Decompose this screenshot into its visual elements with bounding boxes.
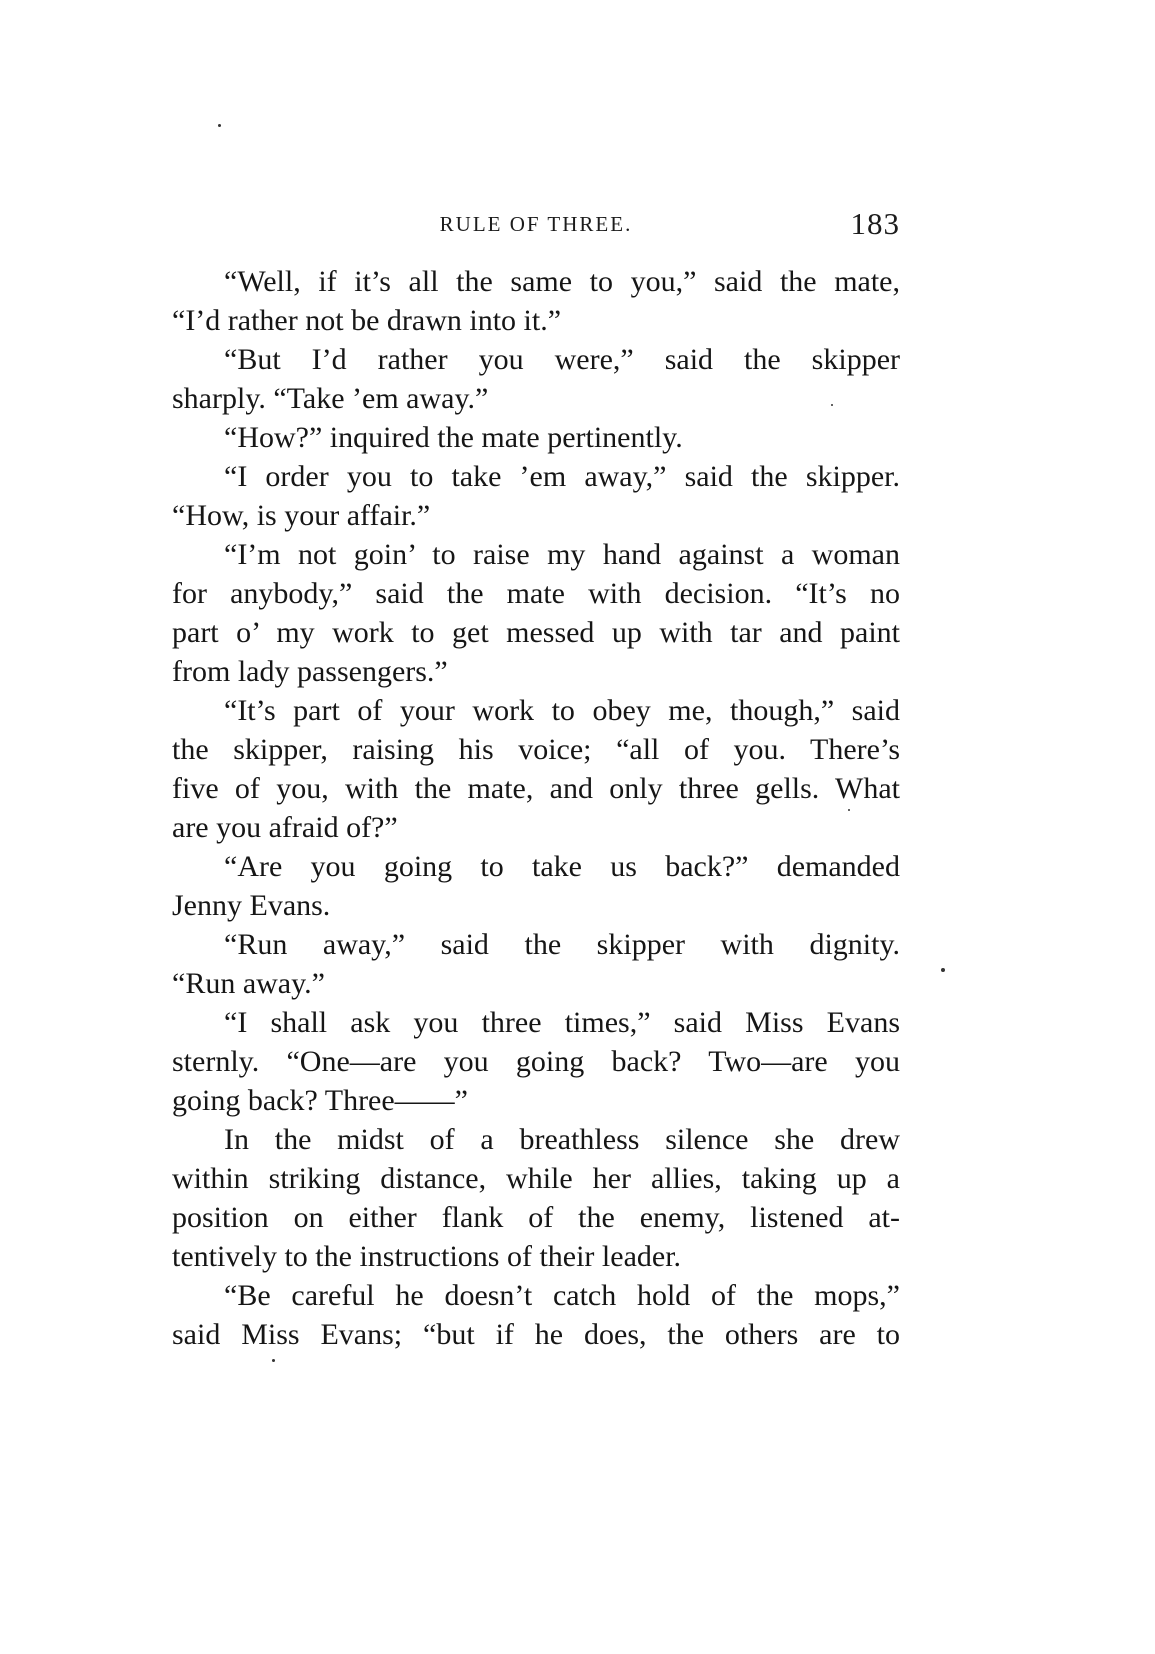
page-number: 183 xyxy=(850,206,900,241)
text-line: “Run away.” xyxy=(172,967,325,1000)
text-line: the skipper, raising his voice; “all of you. There’s xyxy=(172,733,900,766)
paper-speck xyxy=(848,809,850,811)
text-line: “How, is your affair.” xyxy=(172,499,431,532)
text-line: “Run away,” said the skipper with dignity. xyxy=(224,928,900,961)
text-line: from lady passengers.” xyxy=(172,655,448,688)
text-line: for anybody,” said the mate with decision. “It’s no xyxy=(172,577,900,610)
text-line: Jenny Evans. xyxy=(172,889,331,922)
text-line: five of you, with the mate, and only three gells. What xyxy=(172,772,900,805)
text-line: “I order you to take ’em away,” said the skipper. xyxy=(224,460,900,493)
text-line: sternly. “One—are you going back? Two—are you xyxy=(172,1045,900,1078)
text-line: “It’s part of your work to obey me, though,” said xyxy=(224,694,900,727)
paper-speck xyxy=(831,404,833,406)
text-line: “But I’d rather you were,” said the skipper xyxy=(224,343,900,376)
text-line: “Be careful he doesn’t catch hold of the mops,” xyxy=(224,1279,900,1312)
text-line: tentively to the instructions of their leader. xyxy=(172,1240,682,1273)
text-line: said Miss Evans; “but if he does, the others are to xyxy=(172,1318,900,1351)
text-line: part o’ my work to get messed up with tar and paint xyxy=(172,616,900,649)
text-line: position on either flank of the enemy, listened at- xyxy=(172,1201,900,1234)
text-line: “Are you going to take us back?” demanded xyxy=(224,850,900,883)
body-text xyxy=(172,262,900,1354)
text-line: “I shall ask you three times,” said Miss Evans xyxy=(224,1006,900,1039)
text-line: “How?” inquired the mate pertinently. xyxy=(224,421,683,454)
text-line: In the midst of a breathless silence she drew xyxy=(224,1123,900,1156)
running-head: RULE OF THREE. xyxy=(439,212,633,236)
text-line: sharply. “Take ’em away.” xyxy=(172,382,489,415)
page-header xyxy=(172,206,900,246)
text-line: “Well, if it’s all the same to you,” said the mate, xyxy=(224,265,900,298)
paper-speck xyxy=(272,1359,275,1362)
paper-speck xyxy=(941,968,945,972)
paper-speck xyxy=(218,124,221,127)
text-line: are you afraid of?” xyxy=(172,811,398,844)
text-line: “I’m not goin’ to raise my hand against a woman xyxy=(224,538,900,571)
text-line: within striking distance, while her allies, taking up a xyxy=(172,1162,900,1195)
text-line: “I’d rather not be drawn into it.” xyxy=(172,304,562,337)
text-line: going back? Three——” xyxy=(172,1084,469,1117)
